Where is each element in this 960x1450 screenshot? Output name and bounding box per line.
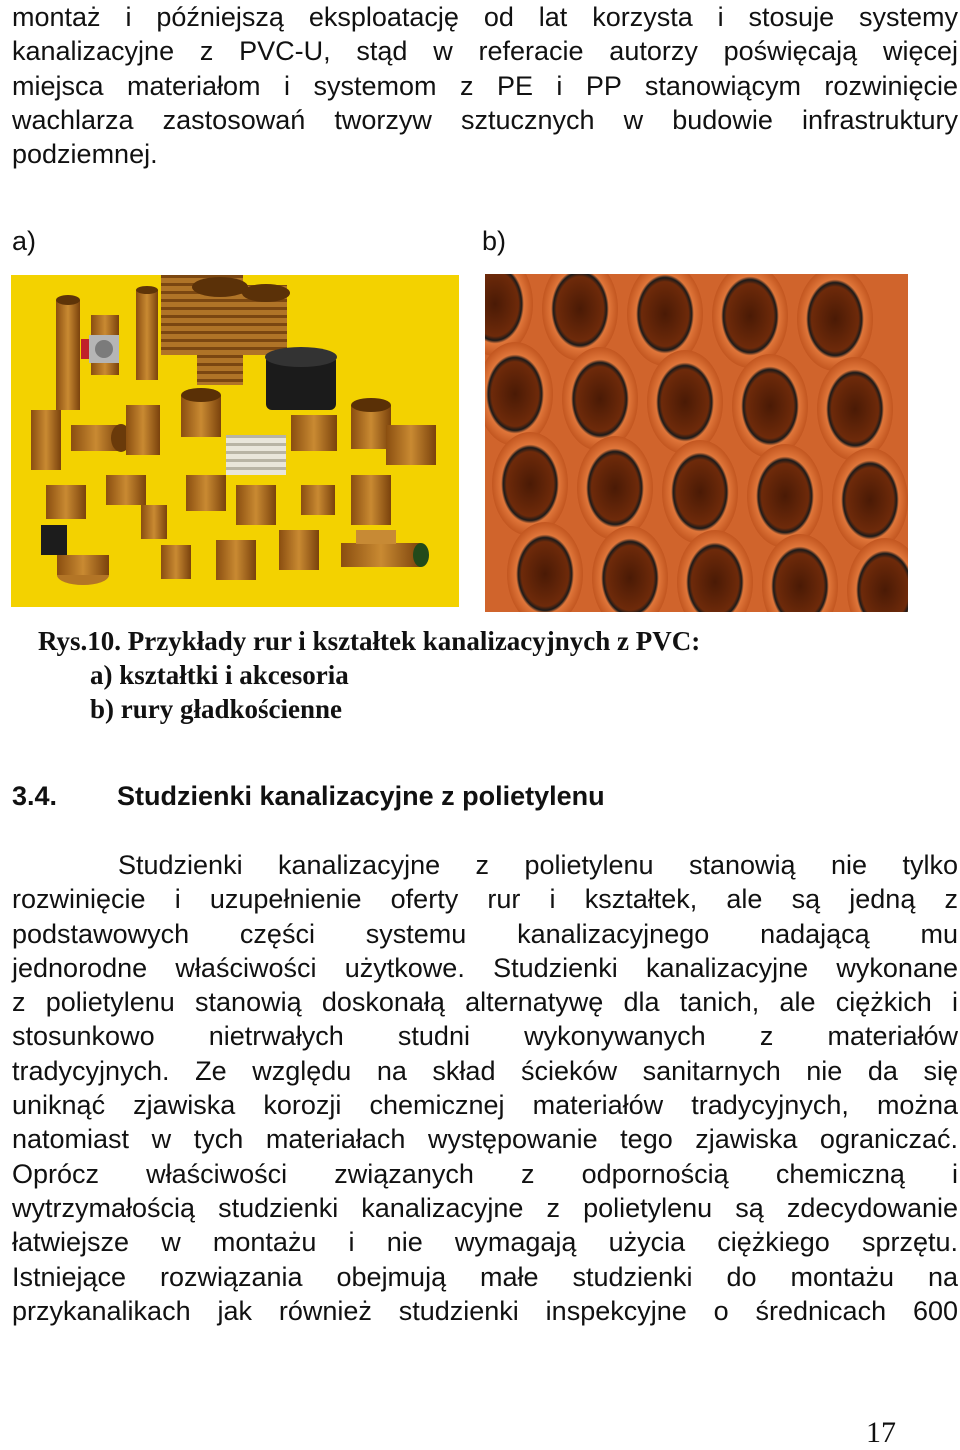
- section-title: Studzienki kanalizacyjne z polietylenu: [117, 781, 605, 811]
- photo-smooth-pipes: [485, 274, 908, 612]
- body-line: tradycyjnych. Ze względu na skład ścieków sanitarnych nie da się: [12, 1055, 958, 1086]
- intro-paragraph: [12, 0, 958, 171]
- figure-caption-title: Rys.10. Przykłady rur i kształtek kanalizacyjnych z PVC:: [38, 626, 701, 656]
- figure-caption-a: a) kształtki i akcesoria: [90, 660, 349, 690]
- body-line: łatwiejsze w montażu i nie wymagają użycia ciężkiego sprzętu.: [12, 1227, 958, 1258]
- body-line: jednorodne właściwości użytkowe. Studzienki kanalizacyjne wykonane: [12, 952, 958, 983]
- photo-fittings-accessories: [11, 275, 459, 607]
- section-heading: [12, 781, 605, 812]
- body-line: Studzienki kanalizacyjne z polietylenu stanowią nie tylko: [118, 850, 958, 880]
- body-line: natomiast w tych materiałach występowanie tego zjawiska ograniczać.: [12, 1124, 958, 1155]
- body-line: podstawowych części systemu kanalizacyjnego nadającą mu: [12, 918, 958, 949]
- intro-line: montaż i późniejszą eksploatację od lat korzysta i stosuje systemy: [12, 2, 958, 32]
- body-line: przykanalikach jak również studzienki inspekcyjne o średnicach 600: [12, 1295, 958, 1326]
- fittings-illustration: [11, 275, 459, 607]
- section-number: 3.4.: [12, 781, 58, 811]
- intro-line: kanalizacyjne z PVC-U, stąd w referacie autorzy poświęcają więcej: [12, 36, 958, 67]
- figure-label-a: a): [12, 226, 37, 256]
- intro-line: podziemnej.: [12, 139, 158, 170]
- body-line: Istniejące rozwiązania obejmują małe studzienki do montażu na: [12, 1261, 958, 1292]
- body-line: Oprócz właściwości związanych z odpornością chemiczną i: [12, 1158, 958, 1189]
- body-paragraph: [12, 848, 958, 1328]
- body-line: stosunkowo nietrwałych studni wykonywanych z materiałów: [12, 1021, 958, 1052]
- intro-line: miejsca materiałom i systemom z PE i PP stanowiącym rozwinięcie: [12, 70, 958, 101]
- page-number: 17: [866, 1416, 896, 1449]
- body-line: uniknąć zjawiska korozji chemicznej materiałów tradycyjnych, można: [12, 1090, 958, 1121]
- body-line: wytrzymałością studzienki kanalizacyjne z polietylenu są zdecydowanie: [12, 1192, 958, 1223]
- figure-label-b: b): [482, 226, 507, 256]
- body-line: rozwinięcie i uzupełnienie oferty rur i kształtek, ale są jedną z: [12, 884, 958, 915]
- body-line: z polietylenu stanowią doskonałą alternatywę dla tanich, ale ciężkich i: [12, 987, 958, 1018]
- pipes-illustration: [485, 274, 908, 612]
- intro-line: wachlarza zastosowań tworzyw sztucznych w budowie infrastruktury: [12, 104, 958, 135]
- figure-caption-b: b) rury gładkościenne: [90, 694, 343, 724]
